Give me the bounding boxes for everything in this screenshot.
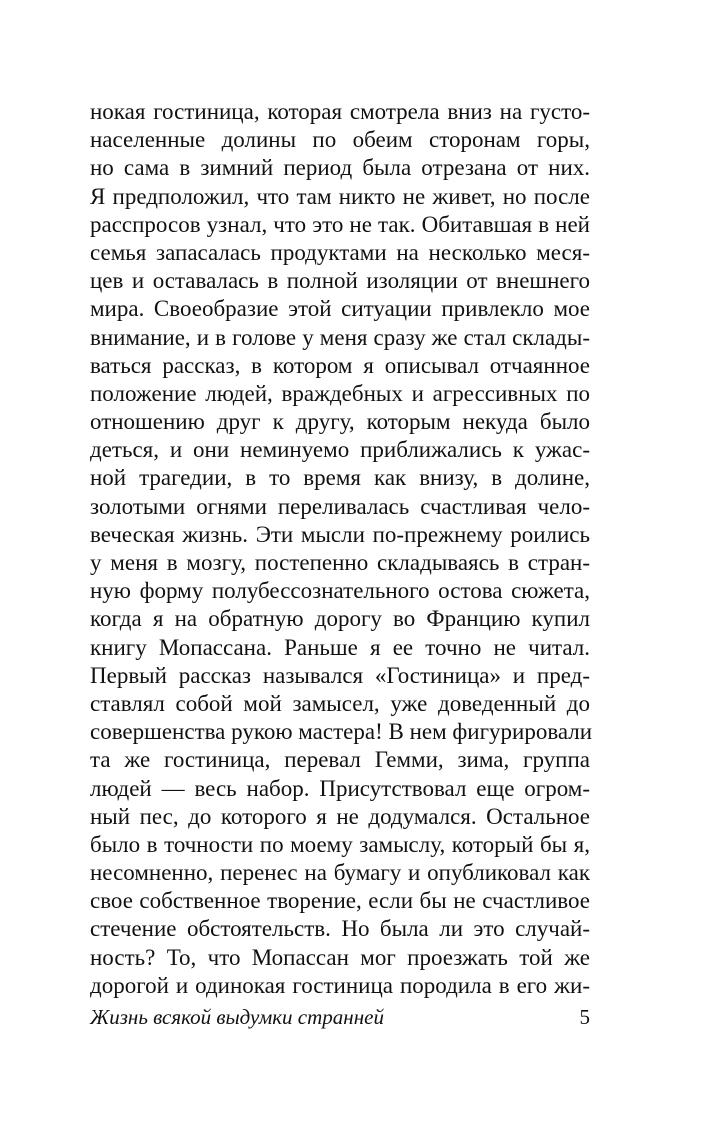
text-line: свое собственное творение, если бы не счастливое [90, 888, 590, 914]
text-line: Первый рассказ назывался «Гостиница» и пред- [90, 662, 590, 688]
text-line: населенные долины по обеим сторонам горы, [90, 127, 590, 153]
text-line: книгу Мопассана. Раньше я ее точно не читал. [90, 634, 590, 660]
text-line: у меня в мозгу, постепенно складываясь в стран- [90, 550, 590, 575]
text-line: стечение обстоятельств. Но была ли это случай- [90, 916, 590, 942]
text-line: нокая гостиница, которая смотрела вниз на густо- [90, 99, 590, 124]
text-line: ваться рассказ, в котором я описывал отчаянное [90, 352, 590, 378]
text-line: внимание, и в голове у меня сразу же стал склады- [90, 324, 590, 350]
text-line: но сама в зимний период была отрезана от них. [90, 155, 590, 181]
text-line: несомненно, перенес на бумагу и опубликовал как [90, 860, 590, 886]
text-line: семья запасалась продуктами на несколько меся- [90, 239, 590, 265]
page-number: 5 [579, 1005, 590, 1029]
text-line: расспросов узнал, что это не так. Обитавшая в ней [90, 211, 590, 237]
text-line: когда я на обратную дорогу во Францию купил [90, 606, 590, 632]
body-text [90, 98, 593, 1000]
text-line: деться, и они неминуемо приближались к ужас- [90, 437, 590, 463]
text-line: ность? То, что Мопассан мог проезжать той же [90, 944, 590, 970]
text-line: совершенства рукою мастера! В нем фигурировали [90, 719, 593, 745]
text-line: ставлял собой мой замысел, уже доведенный до [90, 690, 590, 716]
text-line: цев и оставалась в полной изоляции от внешнего [90, 268, 590, 294]
text-line: положение людей, враждебных и агрессивных по [90, 380, 590, 406]
text-line: ной трагедии, в то время как внизу, в долине, [90, 465, 590, 491]
text-line: дорогой и одинокая гостиница породила в его жи- [90, 972, 590, 998]
text-line: ный пес, до которого я не додумался. Остальное [90, 803, 590, 829]
text-line: было в точности по моему замыслу, который бы я, [90, 831, 590, 857]
text-line: мира. Своеобразие этой ситуации привлекло мое [90, 296, 590, 322]
text-line: отношению друг к другу, которым некуда было [90, 409, 590, 435]
text-line: золотыми огнями переливалась счастливая чело- [90, 493, 590, 519]
running-title: Жизнь всякой выдумки странней [90, 1005, 384, 1029]
text-line: веческая жизнь. Эти мысли по-прежнему роились [90, 521, 590, 547]
text-line: та же гостиница, перевал Гемми, зима, группа [90, 747, 590, 773]
text-line: Я предположил, что там никто не живет, но после [90, 183, 590, 209]
text-line: людей — весь набор. Присутствовал еще огром- [90, 775, 590, 801]
text-line: ную форму полубессознательного остова сюжета, [90, 578, 590, 604]
